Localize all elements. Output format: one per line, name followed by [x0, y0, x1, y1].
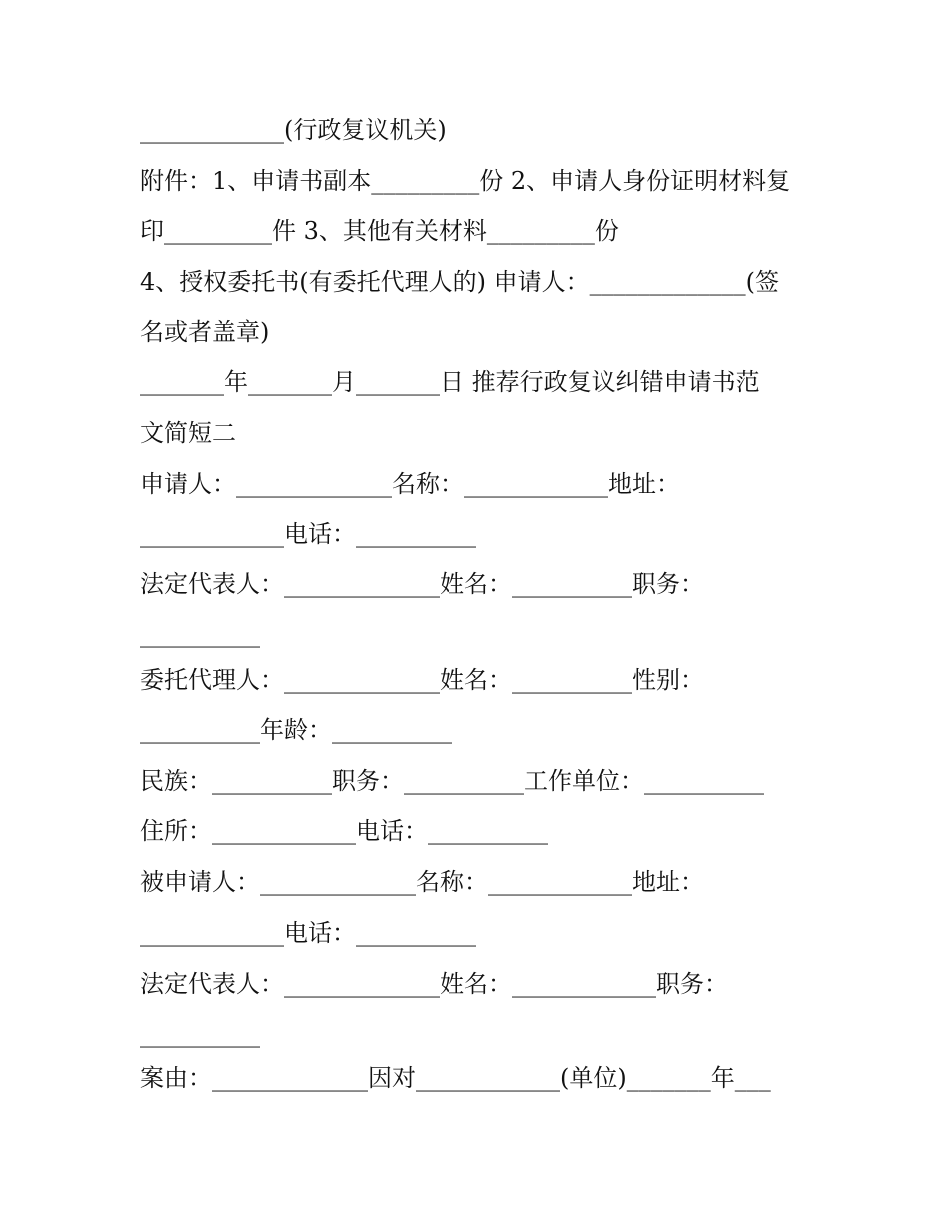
doc-line-section-title: 文简短二 — [140, 419, 236, 447]
doc-line-date: _______年_______月_______日 推荐行政复议纠错申请书范 — [140, 368, 760, 396]
doc-line-respondent-legal-rep: 法定代表人：_____________姓名：____________职务： — [140, 970, 728, 998]
doc-line-signature: 名或者盖章) — [140, 318, 270, 346]
doc-line-respondent-position: __________ — [140, 1020, 260, 1048]
doc-line-legal-rep-position: __________ — [140, 620, 260, 648]
doc-line-respondent: 被申请人：_____________名称：____________地址： — [140, 868, 704, 896]
doc-line-agent: 委托代理人：_____________姓名：__________性别： — [140, 666, 704, 694]
doc-line-residence: 住所：____________电话：__________ — [140, 817, 548, 845]
doc-line-respondent-phone: ____________电话：__________ — [140, 919, 476, 947]
doc-line-case-cause: 案由：_____________因对____________(单位)_______年___ — [140, 1064, 771, 1092]
doc-line-attachments: 附件：1、申请书副本_________份 2、申请人身份证明材料复 — [140, 167, 791, 195]
doc-line-attachments-cont: 印_________件 3、其他有关材料_________份 — [140, 217, 619, 245]
doc-line-ethnicity: 民族：__________职务：__________工作单位：__________ — [140, 767, 764, 795]
doc-line-power-of-attorney: 4、授权委托书(有委托代理人的) 申请人：_____________(签 — [140, 268, 779, 296]
doc-line-agent-age: __________年龄：__________ — [140, 716, 452, 744]
doc-line-applicant-phone: ____________电话：__________ — [140, 520, 476, 548]
doc-line-legal-rep: 法定代表人：_____________姓名：__________职务： — [140, 570, 704, 598]
doc-line-applicant: 申请人：_____________名称：____________地址： — [140, 470, 680, 498]
doc-line-review-authority: ____________(行政复议机关) — [140, 116, 447, 144]
